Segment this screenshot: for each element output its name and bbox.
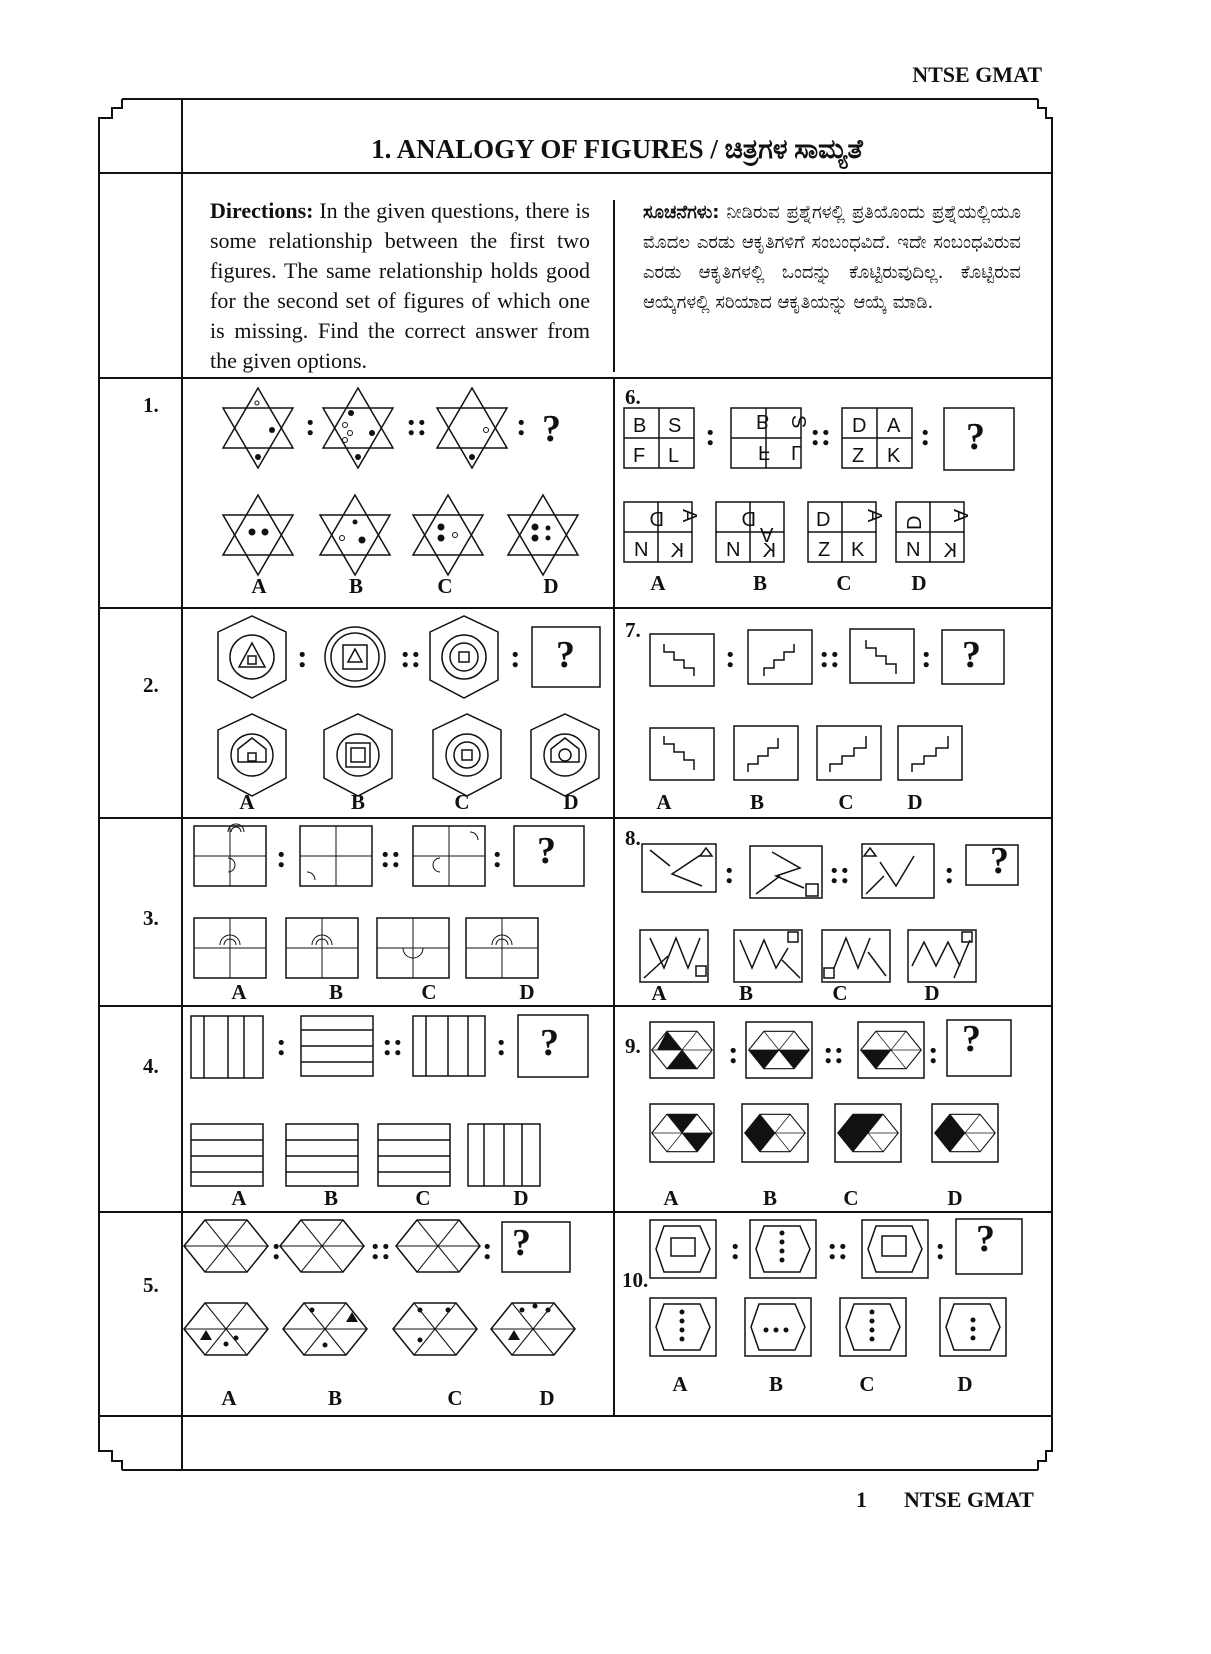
- option-label: D: [563, 790, 579, 814]
- question-mark: ?: [556, 634, 575, 676]
- option-label: A: [221, 1386, 237, 1410]
- option-label: B: [768, 1372, 783, 1396]
- double-ratio-symbol: ::: [823, 1034, 845, 1070]
- option-label: D: [924, 981, 940, 1005]
- svg-text:F: F: [633, 445, 646, 467]
- svg-text:S: S: [668, 415, 682, 437]
- option-label: C: [437, 574, 453, 598]
- ratio-symbol: :: [730, 1230, 741, 1266]
- ratio-symbol: :: [496, 1026, 507, 1062]
- question-mark: ?: [976, 1218, 995, 1260]
- double-ratio-symbol: ::: [819, 638, 841, 674]
- option-label: B: [327, 1386, 342, 1410]
- option-label: D: [513, 1186, 529, 1210]
- question-number-10: 10.: [622, 1268, 649, 1292]
- ratio-symbol: :: [482, 1230, 493, 1266]
- option-label: B: [348, 574, 363, 598]
- double-ratio-symbol: ::: [400, 638, 422, 674]
- double-ratio-symbol: ::: [406, 406, 428, 442]
- question-number-7: 7.: [625, 618, 641, 642]
- question-number-2: 2.: [143, 673, 159, 697]
- svg-text:K: K: [887, 445, 901, 467]
- option-label: C: [843, 1186, 859, 1210]
- ratio-symbol: :: [305, 406, 316, 442]
- option-label: A: [651, 981, 667, 1005]
- double-ratio-symbol: ::: [370, 1230, 392, 1266]
- option-label: D: [519, 980, 535, 1004]
- question-mark: ?: [990, 840, 1009, 882]
- option-label: A: [656, 790, 672, 814]
- svg-text:K: K: [762, 540, 776, 562]
- double-ratio-symbol: ::: [382, 1026, 404, 1062]
- question-mark: ?: [966, 416, 985, 458]
- svg-text:S: S: [787, 415, 809, 429]
- ratio-symbol: :: [928, 1034, 939, 1070]
- option-label: B: [323, 1186, 338, 1210]
- svg-text:N: N: [906, 539, 921, 561]
- svg-text:D: D: [904, 515, 926, 530]
- directions-text: In the given questions, there is some relationship between the first two figures. The same relationship holds good for the second set of figures of which one is missing. Find the correct answer from the given options.: [210, 198, 590, 373]
- option-label: D: [947, 1186, 963, 1210]
- ratio-symbol: :: [728, 1034, 739, 1070]
- svg-text:K: K: [670, 540, 684, 562]
- ratio-symbol: :: [725, 638, 736, 674]
- double-ratio-symbol: ::: [829, 854, 851, 890]
- option-label: B: [328, 980, 343, 1004]
- question-mark: ?: [540, 1022, 559, 1064]
- question-number-6: 6.: [625, 385, 641, 409]
- svg-text:N: N: [634, 539, 649, 561]
- option-label: D: [957, 1372, 973, 1396]
- question-mark: ?: [962, 634, 981, 676]
- option-label: D: [539, 1386, 555, 1410]
- double-ratio-symbol: ::: [827, 1230, 849, 1266]
- question-number-3: 3.: [143, 906, 159, 930]
- option-label: B: [350, 790, 365, 814]
- option-label: C: [836, 571, 852, 595]
- option-label: A: [663, 1186, 679, 1210]
- question-mark: ?: [542, 408, 561, 450]
- ratio-symbol: :: [935, 1230, 946, 1266]
- option-label: B: [738, 981, 753, 1005]
- svg-text:B: B: [756, 410, 770, 432]
- svg-text:F: F: [758, 441, 771, 463]
- question-number-8: 8.: [625, 826, 641, 850]
- ratio-symbol: :: [724, 854, 735, 890]
- option-label: C: [415, 1186, 431, 1210]
- option-label: C: [421, 980, 437, 1004]
- option-label: A: [239, 790, 255, 814]
- question-mark: ?: [537, 830, 556, 872]
- option-label: A: [231, 1186, 247, 1210]
- footer-page-number: 1: [856, 1487, 867, 1512]
- svg-text:D: D: [741, 509, 756, 531]
- option-label: C: [832, 981, 848, 1005]
- directions-kn-label: ಸೂಚನೆಗಳು:: [643, 202, 720, 223]
- option-label: C: [447, 1386, 463, 1410]
- ratio-symbol: :: [921, 638, 932, 674]
- option-label: A: [672, 1372, 688, 1396]
- svg-text:A: A: [887, 415, 901, 437]
- option-label: C: [859, 1372, 875, 1396]
- ratio-symbol: :: [705, 416, 716, 452]
- ratio-symbol: :: [944, 854, 955, 890]
- svg-text:A: A: [863, 509, 885, 523]
- question-number-4: 4.: [143, 1054, 159, 1078]
- option-label: A: [251, 574, 267, 598]
- option-label: B: [762, 1186, 777, 1210]
- svg-text:L: L: [791, 441, 803, 463]
- option-label: A: [231, 980, 247, 1004]
- page-title: 1. ANALOGY OF FIGURES / ಚಿತ್ರಗಳ ಸಾಮ್ಯತೆ: [371, 134, 863, 164]
- ratio-symbol: :: [276, 838, 287, 874]
- ratio-symbol: :: [516, 406, 527, 442]
- double-ratio-symbol: ::: [810, 416, 832, 452]
- svg-text:N: N: [726, 539, 741, 561]
- question-mark: ?: [512, 1222, 531, 1264]
- footer-title: NTSE GMAT: [904, 1487, 1034, 1512]
- option-label: D: [911, 571, 927, 595]
- question-number-5: 5.: [143, 1273, 159, 1297]
- svg-text:K: K: [943, 540, 957, 562]
- svg-text:L: L: [668, 445, 680, 467]
- option-label: C: [454, 790, 470, 814]
- ratio-symbol: :: [297, 638, 308, 674]
- svg-text:D: D: [852, 415, 867, 437]
- question-number-1: 1.: [143, 393, 159, 417]
- svg-text:A: A: [760, 523, 774, 545]
- option-label: D: [543, 574, 559, 598]
- ratio-symbol: :: [920, 416, 931, 452]
- svg-text:Z: Z: [818, 539, 831, 561]
- svg-text:A: A: [949, 509, 971, 523]
- ratio-symbol: :: [510, 638, 521, 674]
- question-number-9: 9.: [625, 1034, 641, 1058]
- option-label: B: [752, 571, 767, 595]
- svg-text:Z: Z: [852, 445, 865, 467]
- option-label: C: [838, 790, 854, 814]
- double-ratio-symbol: ::: [380, 838, 402, 874]
- ratio-symbol: :: [271, 1230, 282, 1266]
- ratio-symbol: :: [492, 838, 503, 874]
- directions-label: Directions:: [210, 198, 314, 223]
- directions-kn-text: ನೀಡಿರುವ ಪ್ರಶ್ನೆಗಳಲ್ಲಿ ಪ್ರತಿಯೊಂದು ಪ್ರಶ್ನೆಯಲ್ಲಿಯೂ ಮೊದಲ ಎರಡು ಆಕೃತಿಗಳಿಗೆ ಸಂಬಂಧವಿದೆ. ಇದೇ ಸಂಬಂಧವಿರುವ ಎರಡು ಆಕೃತಿಗಳಲ್ಲಿ ಒಂದನ್ನು ಕೊಟ್ಟಿರುವುದಿಲ್ಲ. ಕೊಟ್ಟಿರುವ ಆಯ್ಕೆಗಳಲ್ಲಿ ಸರಿಯಾದ ಆಕೃತಿಯನ್ನು ಆಯ್ಕೆ ಮಾಡಿ.: [643, 202, 1021, 313]
- question-mark: ?: [962, 1018, 981, 1060]
- svg-text:A: A: [678, 509, 700, 523]
- option-label: B: [749, 790, 764, 814]
- svg-text:D: D: [816, 509, 831, 531]
- option-label: D: [907, 790, 923, 814]
- ratio-symbol: :: [276, 1026, 287, 1062]
- option-label: A: [650, 571, 666, 595]
- svg-text:K: K: [851, 539, 865, 561]
- svg-text:B: B: [633, 415, 647, 437]
- header-title: NTSE GMAT: [912, 62, 1042, 87]
- svg-text:D: D: [649, 509, 664, 531]
